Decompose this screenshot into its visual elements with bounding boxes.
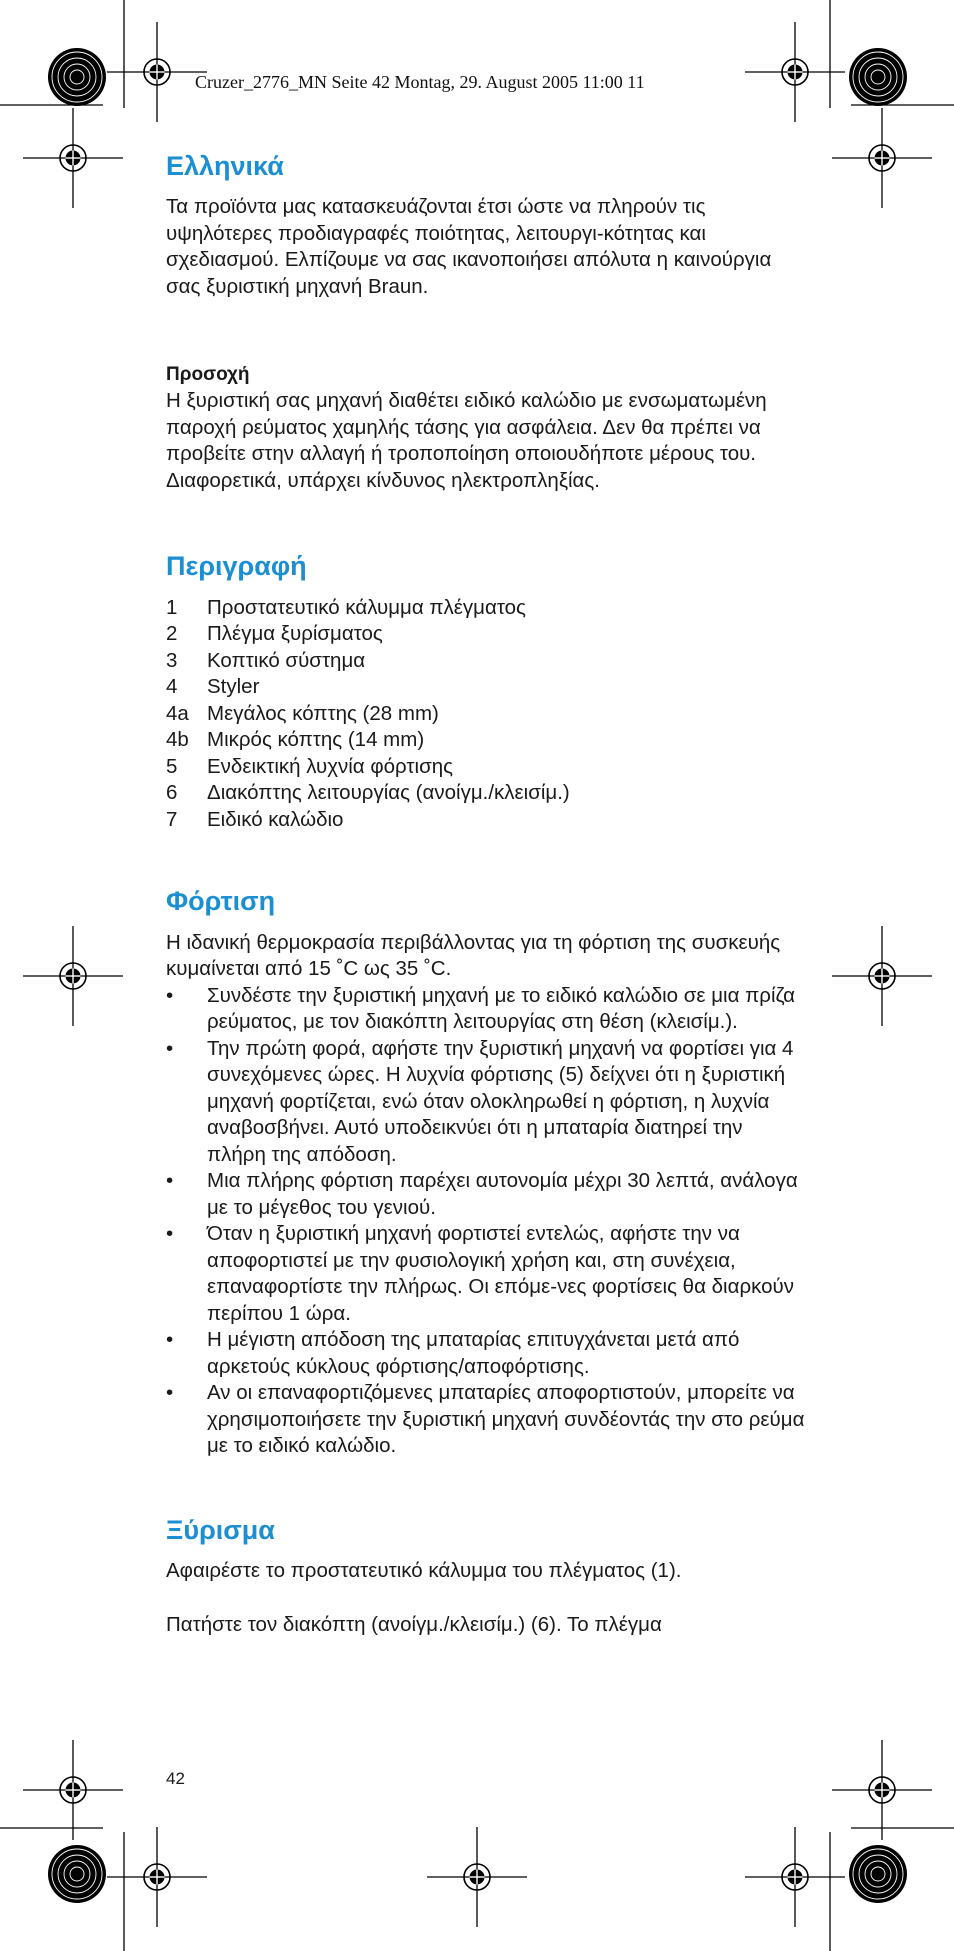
list-item: 5 Ενδεικτική λυχνία φόρτισης — [166, 754, 454, 778]
document-body — [166, 150, 806, 1638]
shaving-section — [166, 1514, 806, 1638]
list-item: • Αν οι επαναφορτιζόμενες μπαταρίες αποφορτιστούν, μπορείτε να χρησιμοποιήσετε την ξυριστική μηχανή συνδέοντάς την στο ρεύμα με το ειδικό καλώδιο. — [166, 1381, 805, 1458]
caution-paragraph: Η ξυριστική σας μηχανή διαθέτει ειδικό καλώδιο με ενσωματωμένη παροχή ρεύματος χαμηλής τάσης για ασφάλεια. Δεν θα πρέπει να προβείτε στην αλλαγή ή τροποποίηση οποιουδήποτε μέρους του. Διαφορετικά, υπάρχει κίνδυνος ηλεκτροπληξίας. — [166, 389, 767, 492]
charging-bullet-list — [166, 983, 806, 1460]
caution-section — [166, 362, 806, 494]
list-item: • Μια πλήρης φόρτιση παρέχει αυτονομία μέχρι 30 λεπτά, ανάλογα με το μέγεθος του γενιού. — [166, 1169, 798, 1219]
list-item: 4a Μεγάλος κόπτης (28 mm) — [166, 701, 439, 725]
section-title-greek: Ελληνικά — [166, 151, 284, 181]
list-item: 4b Μικρός κόπτης (14 mm) — [166, 728, 425, 752]
intro-section — [166, 150, 806, 300]
charging-paragraph: Η ιδανική θερμοκρασία περιβάλλοντας για τη φόρτιση της συσκευής κυμαίνεται από 15 ˚C ως 35 ˚C. — [166, 930, 781, 981]
page-number: 42 — [166, 1769, 185, 1788]
print-slug: Cruzer_2776_MN Seite 42 Montag, 29. August 2005 11:00 11 — [195, 72, 645, 92]
parts-list — [166, 595, 806, 834]
list-item: 6 Διακόπτης λειτουργίας (ανοίγμ./κλεισίμ.) — [166, 781, 570, 805]
section-title-shaving: Ξύρισμα — [166, 1514, 275, 1545]
section-title-charging: Φόρτιση — [166, 886, 276, 917]
list-item: • Όταν η ξυριστική μηχανή φορτιστεί εντελώς, αφήστε την να αποφορτιστεί με την φυσιολογική χρήση και, στη συνέχεια, επαναφορτίστε την πλήρως. Οι επόμε-νες φορτίσεις θα διαρκούν περίπου 1 ώρα. — [166, 1222, 794, 1325]
charging-section — [166, 885, 806, 1459]
intro-paragraph: Τα προϊόντα μας κατασκευάζονται έτσι ώστε να πληρούν τις υψηλότερες προδιαγραφές ποιότητας, λειτουργι-κότητας και σχεδιασμού. Ελπίζουμε να σας ικανοποιήσει απόλυτα η καινούργια σας ξυριστική μηχανή Braun. — [166, 195, 772, 298]
shaving-paragraph-1: Αφαιρέστε το προστατευτικό κάλυμμα του πλέγματος (1). — [166, 1559, 682, 1583]
list-item: 1 Προστατευτικό κάλυμμα πλέγματος — [166, 595, 526, 619]
list-item: • Η μέγιστη απόδοση της μπαταρίας επιτυγχάνεται μετά από αρκετούς κύκλους φόρτισης/αποφόρτισης. — [166, 1328, 740, 1378]
list-item: 4 Styler — [166, 675, 260, 699]
shaving-paragraph-2: Πατήστε τον διακόπτη (ανοίγμ./κλεισίμ.) (6). Το πλέγμα — [166, 1612, 662, 1636]
list-item: 7 Ειδικό καλώδιο — [166, 807, 344, 831]
list-item: • Την πρώτη φορά, αφήστε την ξυριστική μηχανή να φορτίσει για 4 συνεχόμενες ώρες. Η λυχνία φόρτισης (5) δείχνει ότι η ξυριστική μηχανή φορτίζεται, ενώ όταν ολοκληρωθεί η φόρτιση, η λυχνία αναβοσβήνει. Αυτό υποδεικνύει ότι η μπαταρία διατηρεί την πλήρη της απόδοση. — [166, 1036, 794, 1166]
caution-title: Προσοχή — [166, 364, 250, 386]
description-section — [166, 550, 806, 833]
list-item: 2 Πλέγμα ξυρίσματος — [166, 622, 383, 646]
list-item: • Συνδέστε την ξυριστική μηχανή με το ειδικό καλώδιο σε μια πρίζα ρεύματος, με τον διακόπτη λειτουργίας στη θέση (κλεισίμ.). — [166, 983, 796, 1034]
section-title-description: Περιγραφή — [166, 551, 307, 582]
list-item: 3 Κοπτικό σύστημα — [166, 648, 366, 672]
